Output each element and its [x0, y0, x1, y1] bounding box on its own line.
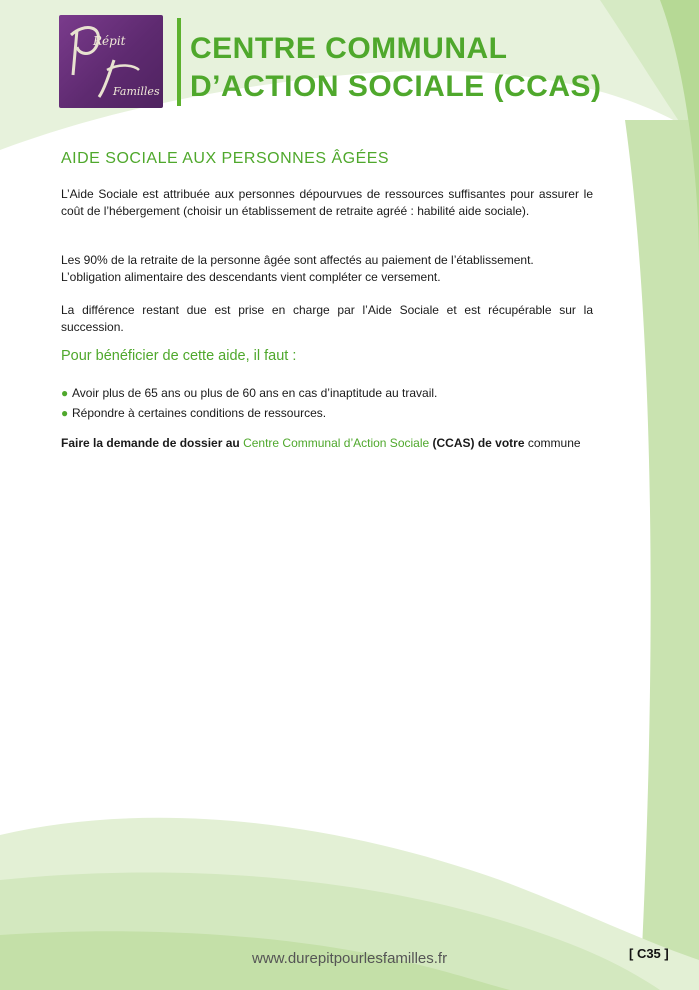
logo-artwork: [59, 15, 163, 108]
request-instructions: [61, 436, 581, 450]
request-prefix: Faire la demande de dossier au: [61, 436, 240, 450]
conditions-list: [61, 383, 593, 423]
paragraph-retirement-line2: L’obligation alimentaire des descendants vient compléter ce versement.: [61, 269, 441, 284]
logo-text-line2: Familles: [113, 85, 160, 98]
page-title-line2: D’ACTION SOCIALE (CCAS): [190, 70, 602, 103]
paragraph-difference: La différence restant due est prise en charge par l’Aide Sociale et est récupérable sur la succession.: [61, 303, 593, 334]
request-middle: (CCAS) de votre: [432, 436, 525, 450]
request-suffix: commune: [527, 436, 581, 450]
list-item: [61, 383, 593, 403]
page-title-line1: CENTRE COMMUNAL: [190, 32, 508, 65]
list-item: [61, 403, 593, 423]
repit-familles-logo: [59, 15, 163, 108]
bullet-icon: ●: [61, 406, 69, 420]
paragraph-retirement: [61, 252, 593, 285]
logo-text-line1: Répit: [93, 34, 126, 48]
page-title: [190, 30, 602, 106]
paragraph-retirement-line1: Les 90% de la retraite de la personne âgée sont affectés au paiement de l’établissement.: [61, 253, 534, 267]
conditions-heading: Pour bénéficier de cette aide, il faut :: [61, 348, 297, 364]
paragraph-eligibility: L’Aide Sociale est attribuée aux personnes dépourvues de ressources suffisantes pour assurer le coût de l’hébergement (choisir un établissement de retraite agréé : habilité aide sociale).: [61, 187, 593, 218]
page-number: [ C35 ]: [629, 946, 669, 961]
list-item-text: Répondre à certaines conditions de ressources.: [72, 406, 327, 420]
ccas-link[interactable]: Centre Communal d’Action Sociale: [243, 436, 430, 450]
section-title: AIDE SOCIALE AUX PERSONNES ÂGÉES: [61, 150, 390, 167]
footer-website-link[interactable]: www.durepitpourlesfamilles.fr: [252, 950, 448, 967]
title-accent-bar: [177, 18, 181, 106]
list-item-text: Avoir plus de 65 ans ou plus de 60 ans en cas d’inaptitude au travail.: [72, 386, 438, 400]
bullet-icon: ●: [61, 386, 69, 400]
